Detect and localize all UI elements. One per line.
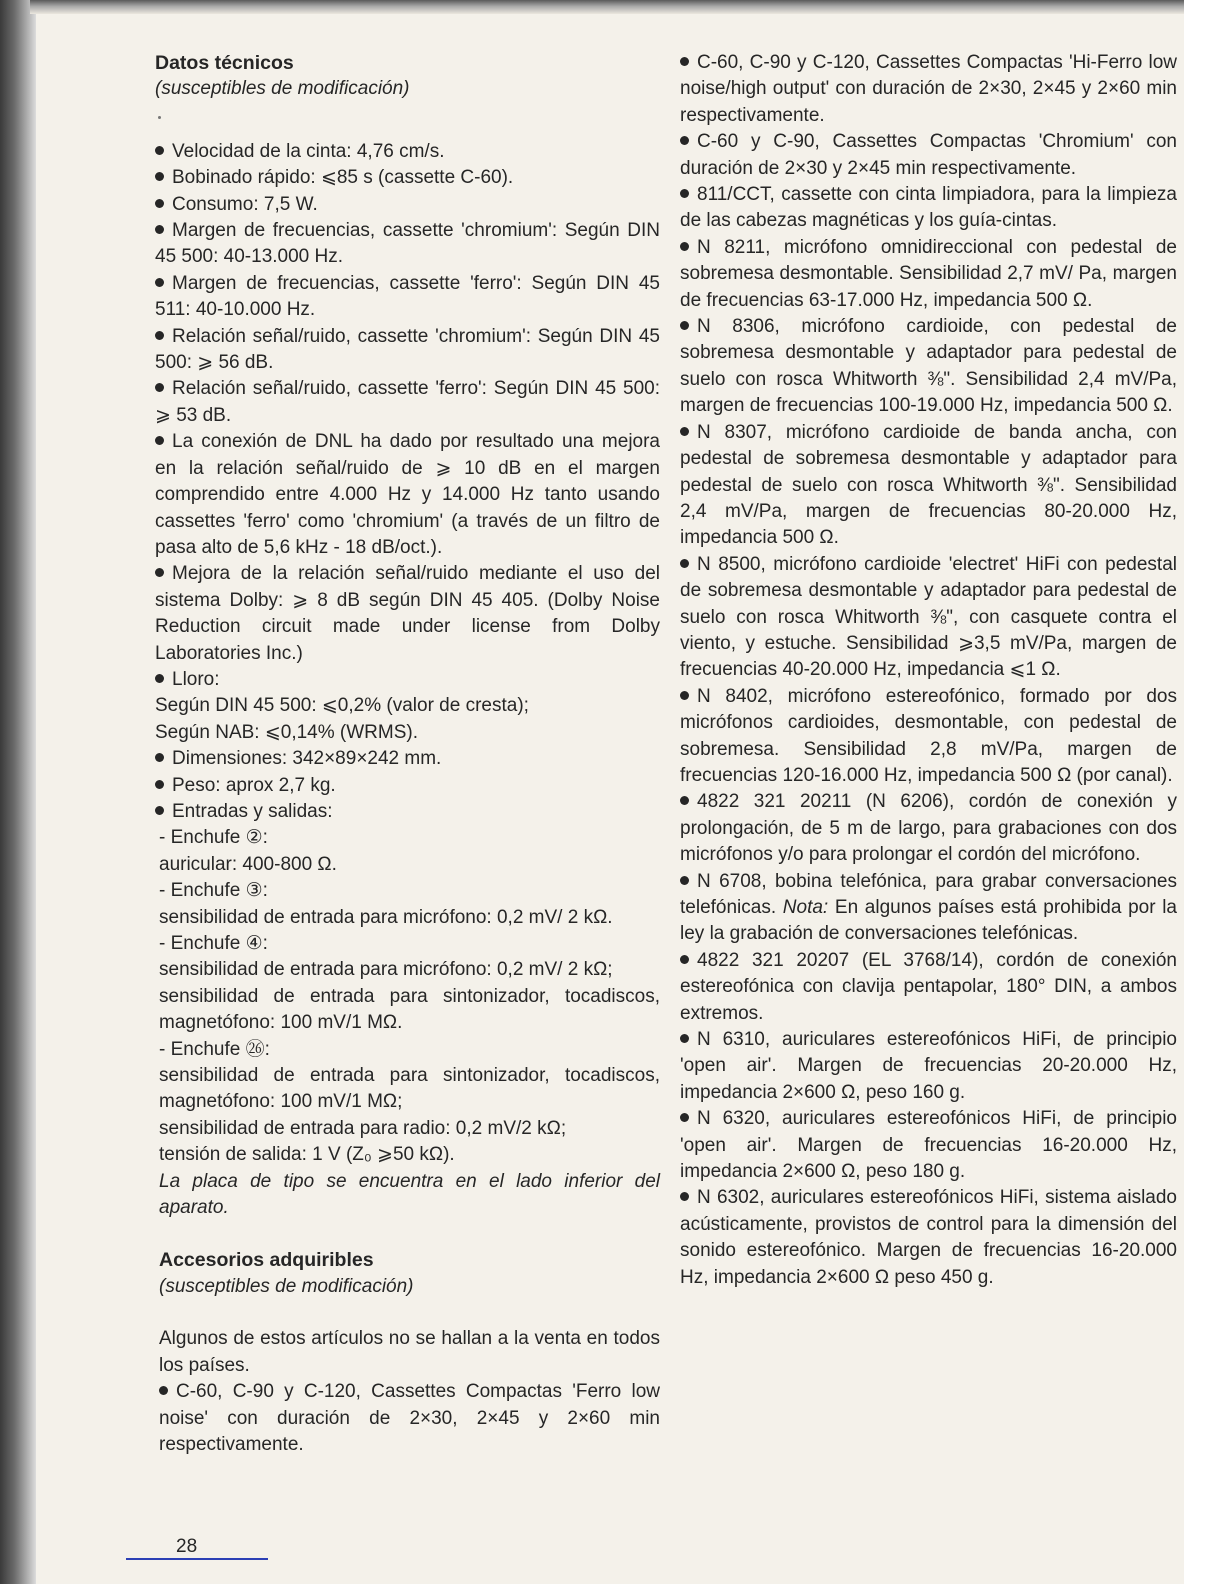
accessories-heading: Accesorios adquiribles — [159, 1249, 374, 1272]
accessory-item: 4822 321 20207 (EL 3768/14), cordón de conexión estereofónica con clavija pentapolar, 180° DIN, a ambos extremos. — [680, 949, 1177, 1024]
plug-2-text: auricular: 400-800 Ω. — [159, 853, 337, 875]
spec-item: Peso: aprox 2,7 kg. — [155, 773, 660, 799]
bullet-icon — [680, 189, 689, 198]
page-right-margin — [1184, 0, 1224, 1584]
plug-3-label: - Enchufe ③: — [159, 880, 268, 902]
bullet-icon — [155, 331, 164, 340]
book-binding-edge — [0, 0, 36, 1584]
plug-4-label: - Enchufe ④: — [159, 933, 268, 954]
bullet-icon — [680, 559, 689, 568]
accessory-item: N 8307, micrófono cardioide de banda ancha, con pedestal de sobremesa desmontable y adaptador para pedestal de suelo con rosca Whitworth ⅜". Sensibilidad 2,4 mV/Pa, margen de frecuencias 80-20.000 Hz, impedancia 500 Ω. — [680, 421, 1177, 549]
accessory-item: C-60, C-90 y C-120, Cassettes Compactas 'Ferro low noise' con duración de 2×30, 2×45 y 2×60 min respectivamente. — [159, 1381, 660, 1455]
bullet-icon — [155, 780, 164, 789]
bullet-icon — [680, 1113, 689, 1122]
spec-item: Relación señal/ruido, cassette 'ferro': Según DIN 45 500: ⩾ 53 dB. — [155, 378, 660, 426]
spec-item: Margen de frecuencias, cassette 'chromium': Según DIN 45 500: 40-13.000 Hz. — [155, 220, 660, 268]
accessory-item: N 8211, micrófono omnidireccional con pedestal de sobremesa desmontable. Sensibilidad 2,7 mV/ Pa, margen de frecuencias 63-17.000 Hz, impedancia 500 Ω. — [680, 236, 1177, 311]
bullet-icon — [680, 1192, 689, 1201]
accessories-intro: Algunos de estos artículos no se hallan a la venta en todos los países. — [159, 1328, 660, 1376]
bullet-icon — [680, 955, 689, 964]
spec-item: Mejora de la relación señal/ruido mediante el uso del sistema Dolby: ⩾ 8 dB según DIN 45 405. (Dolby Noise Reduction circuit made under license from Dolby Laboratories Inc.) — [155, 563, 660, 664]
accessory-item-telephone-coil: N 6708, bobina telefónica, para grabar conversaciones telefónicas. Nota: En algunos países está prohibida por la ley la grabación de conversaciones telefónicas. — [680, 870, 1178, 945]
bullet-icon — [680, 691, 689, 700]
bullet-icon — [155, 753, 164, 762]
bullet-icon — [155, 674, 164, 683]
footer-rule — [126, 1558, 268, 1560]
spec-item: Bobinado rápido: ⩽85 s (cassette C-60). — [155, 165, 660, 191]
accessory-item: N 8306, micrófono cardioide, con pedestal de sobremesa desmontable y adaptador para pedestal de suelo con rosca Whitworth ⅜". Sensibilidad 2,4 mV/Pa, margen de frecuencias 100-19.000 Hz, impedancia 500 Ω. — [680, 316, 1177, 417]
bullet-icon — [680, 136, 689, 145]
bullet-icon — [680, 876, 689, 885]
bullet-icon — [155, 225, 164, 234]
page-top-edge — [30, 0, 1224, 14]
wow-din: Según DIN 45 500: ⩽0,2% (valor de cresta); — [155, 695, 529, 717]
spec-item: Margen de frecuencias, cassette 'ferro': Según DIN 45 511: 40-10.000 Hz. — [155, 272, 660, 321]
spec-item: Entradas y salidas: — [155, 799, 660, 825]
plug-2-label: - Enchufe ②: — [159, 827, 268, 849]
note-label: Nota: — [782, 897, 829, 918]
right-column — [680, 50, 1177, 1291]
bullet-icon — [155, 278, 164, 287]
spec-item: Relación señal/ruido, cassette 'chromium': Según DIN 45 500: ⩾ 56 dB. — [155, 325, 660, 374]
bullet-icon — [159, 1386, 168, 1395]
accessory-item: C-60, C-90 y C-120, Cassettes Compactas 'Hi-Ferro low noise/high output' con duración de 2×30, 2×45 y 2×60 min respectivamente. — [680, 52, 1177, 126]
plug-26-label: - Enchufe ㉖: — [159, 1038, 270, 1060]
technical-data-heading: Datos técnicos — [155, 52, 294, 74]
bullet-icon — [680, 427, 689, 436]
bullet-icon — [680, 242, 689, 251]
bullet-icon — [155, 436, 164, 445]
spec-item: Dimensiones: 342×89×242 mm. — [155, 746, 660, 772]
plug-4-text-2: sensibilidad de entrada para sintonizador, tocadiscos, magnetófono: 100 mV/1 MΩ. — [159, 985, 660, 1034]
technical-data-subheading: (susceptibles de modificación) — [155, 78, 410, 100]
bullet-icon — [155, 383, 164, 392]
plug-3-text: sensibilidad de entrada para micrófono: 0,2 mV/ 2 kΩ. — [159, 906, 613, 928]
bullet-icon — [155, 172, 164, 181]
spec-item: La conexión de DNL ha dado por resultado una mejora en la relación señal/ruido de ⩾ 10 dB en el margen comprendido entre 4.000 Hz y 14.000 Hz tanto usando cassettes 'ferro' como 'chromium' (a través de un filtro de pasa alto de 5,6 kHz - 18 dB/oct.). — [155, 431, 660, 558]
bullet-icon — [680, 1034, 689, 1043]
spec-item: Lloro: — [155, 667, 660, 693]
bullet-icon — [155, 806, 164, 815]
bullet-icon — [155, 146, 164, 155]
accessory-item: N 8402, micrófono estereofónico, formado por dos micrófonos cardioides, desmontable, con pedestal de sobremesa. Sensibilidad 2,8 mV/Pa, margen de frecuencias 120-16.000 Hz, impedancia 500 Ω (por canal). — [680, 685, 1177, 786]
page-number: 28 — [176, 1536, 198, 1557]
bullet-icon — [680, 57, 689, 66]
spec-item: Consumo: 7,5 W. — [155, 192, 660, 218]
accessory-item: N 6310, auriculares estereofónicos HiFi, de principio 'open air'. Margen de frecuencias 20-20.000 Hz, impedancia 2×600 Ω, peso 160 g. — [680, 1029, 1177, 1103]
bullet-icon — [680, 796, 689, 805]
plug-26-text-3: tensión de salida: 1 V (Z₀ ⩾50 kΩ). — [159, 1144, 455, 1166]
wow-nab: Según NAB: ⩽0,14% (WRMS). — [155, 721, 419, 743]
accessory-item: N 6320, auriculares estereofónicos HiFi, de principio 'open air'. Margen de frecuencias 16-20.000 Hz, impedancia 2×600 Ω, peso 180 g. — [680, 1108, 1177, 1183]
accessory-item: N 6302, auriculares estereofónicos HiFi, sistema aislado acústicamente, provistos de control para la dimensión del sonido estereofónico. Margen de frecuencias 16-20.000 Hz, impedancia 2×600 Ω peso 450 g. — [680, 1187, 1177, 1288]
bullet-icon — [680, 321, 689, 330]
left-column — [155, 50, 660, 1458]
plug-4-text-1: sensibilidad de entrada para micrófono: 0,2 mV/ 2 kΩ; — [159, 959, 613, 981]
plug-26-text-1: sensibilidad de entrada para sintonizador, tocadiscos, magnetófono: 100 mV/1 MΩ; — [159, 1065, 660, 1113]
accessory-item: 4822 321 20211 (N 6206), cordón de conexión y prolongación, de 5 m de largo, para grabaciones con dos micrófonos y/o para prolongar el cordón del micrófono. — [680, 791, 1177, 866]
accessories-subheading: (susceptibles de modificación) — [159, 1275, 414, 1297]
bullet-icon — [155, 568, 164, 577]
accessory-item: C-60 y C-90, Cassettes Compactas 'Chromium' con duración de 2×30 y 2×45 min respectivamente. — [680, 131, 1177, 179]
plug-26-text-2: sensibilidad de entrada para radio: 0,2 mV/2 kΩ; — [159, 1117, 567, 1139]
bullet-icon — [155, 199, 164, 208]
accessory-item: N 8500, micrófono cardioide 'electret' HiFi con pedestal de sobremesa desmontable y adaptador para pedestal de suelo con rosca Whitworth ⅜", con casquete contra el viento, y estuche. Sensibilidad ⩾3,5 mV/Pa, margen de frecuencias 40-20.000 Hz, impedancia ⩽1 Ω. — [680, 553, 1177, 681]
nameplate-note: La placa de tipo se encuentra en el lado inferior del aparato. — [159, 1170, 660, 1219]
accessory-item: 811/CCT, cassette con cinta limpiadora, para la limpieza de las cabezas magnéticas y los guía-cintas. — [680, 184, 1177, 232]
spec-item: Velocidad de la cinta: 4,76 cm/s. — [155, 139, 660, 165]
